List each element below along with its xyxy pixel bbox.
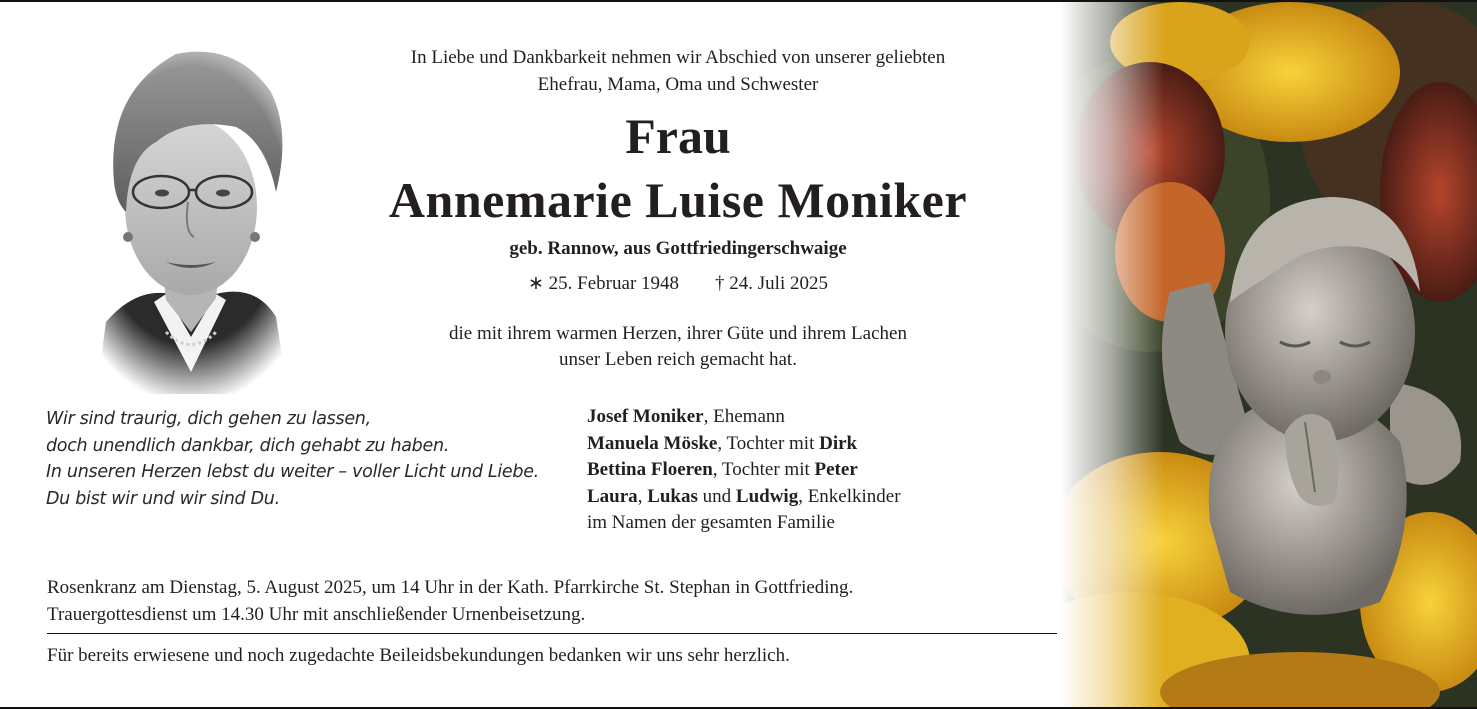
mourner-row bbox=[587, 484, 1057, 511]
mourner-relation: , Tochter mit bbox=[712, 459, 815, 480]
mourner-partner: Dirk bbox=[819, 432, 858, 454]
mourner-row bbox=[587, 404, 1057, 431]
memorial-line-2: unser Leben reich gemacht hat. bbox=[559, 349, 797, 370]
family-signoff: im Namen der gesamten Familie bbox=[587, 512, 835, 533]
rosary-info: Rosenkranz am Dienstag, 5. August 2025, um 14 Uhr in der Kath. Pfarrkirche St. Stephan in Gottfrieding. bbox=[47, 577, 854, 598]
deceased-name: Annemarie Luise Moniker bbox=[388, 172, 968, 228]
poem-line: In unseren Herzen lebst du weiter – voller Licht und Liebe. bbox=[46, 462, 539, 482]
death-date: † 24. Juli 2025 bbox=[715, 273, 828, 294]
birth-date: ∗ 25. Februar 1948 bbox=[528, 273, 680, 294]
poem bbox=[46, 406, 566, 512]
poem-line: doch unendlich dankbar, dich gehabt zu haben. bbox=[46, 435, 449, 456]
birth-name-note: geb. Rannow, aus Gottfriedingerschwaige bbox=[509, 238, 847, 259]
intro-line-1: In Liebe und Dankbarkeit nehmen wir Abschied von unserer geliebten bbox=[410, 47, 946, 68]
mourner-relation: , Tochter mit bbox=[717, 432, 820, 454]
mourner-name: Manuela Möske bbox=[587, 432, 718, 454]
mourners-list bbox=[587, 404, 1057, 537]
salutation: Frau bbox=[625, 108, 731, 164]
grandchild-name: Lukas bbox=[647, 485, 698, 507]
funeral-mass-info: Trauergottesdienst um 14.30 Uhr mit anschließender Urnenbeisetzung. bbox=[47, 604, 586, 625]
separator: , bbox=[637, 485, 648, 507]
mourner-row bbox=[587, 457, 1057, 484]
poem-line: Wir sind traurig, dich gehen zu lassen, bbox=[46, 409, 371, 429]
life-dates bbox=[330, 271, 1026, 297]
divider bbox=[47, 633, 1057, 634]
mourner-row bbox=[587, 431, 1057, 458]
grandchild-name: Ludwig bbox=[735, 485, 799, 507]
separator: und bbox=[697, 485, 736, 507]
portrait-photo bbox=[66, 32, 316, 394]
thanks-note: Für bereits erwiesene und noch zugedachte Beileidsbekundungen bedanken wir uns sehr herzlich. bbox=[47, 645, 790, 666]
grandchild-name: Laura bbox=[587, 485, 638, 507]
intro-text bbox=[330, 44, 1026, 98]
mourner-relation: , Ehemann bbox=[703, 406, 785, 427]
mourner-partner: Peter bbox=[814, 459, 858, 480]
angel-flowers-image bbox=[1060, 2, 1477, 707]
service-info bbox=[47, 574, 1067, 628]
mourner-relation: , Enkelkinder bbox=[798, 485, 901, 507]
intro-line-2: Ehefrau, Mama, Oma und Schwester bbox=[537, 74, 819, 95]
mourner-name: Josef Moniker bbox=[587, 406, 704, 427]
poem-line: Du bist wir und wir sind Du. bbox=[46, 488, 280, 509]
memorial-text bbox=[330, 321, 1026, 373]
mourner-name: Bettina Floeren bbox=[587, 459, 713, 480]
memorial-line-1: die mit ihrem warmen Herzen, ihrer Güte und ihrem Lachen bbox=[449, 323, 907, 344]
